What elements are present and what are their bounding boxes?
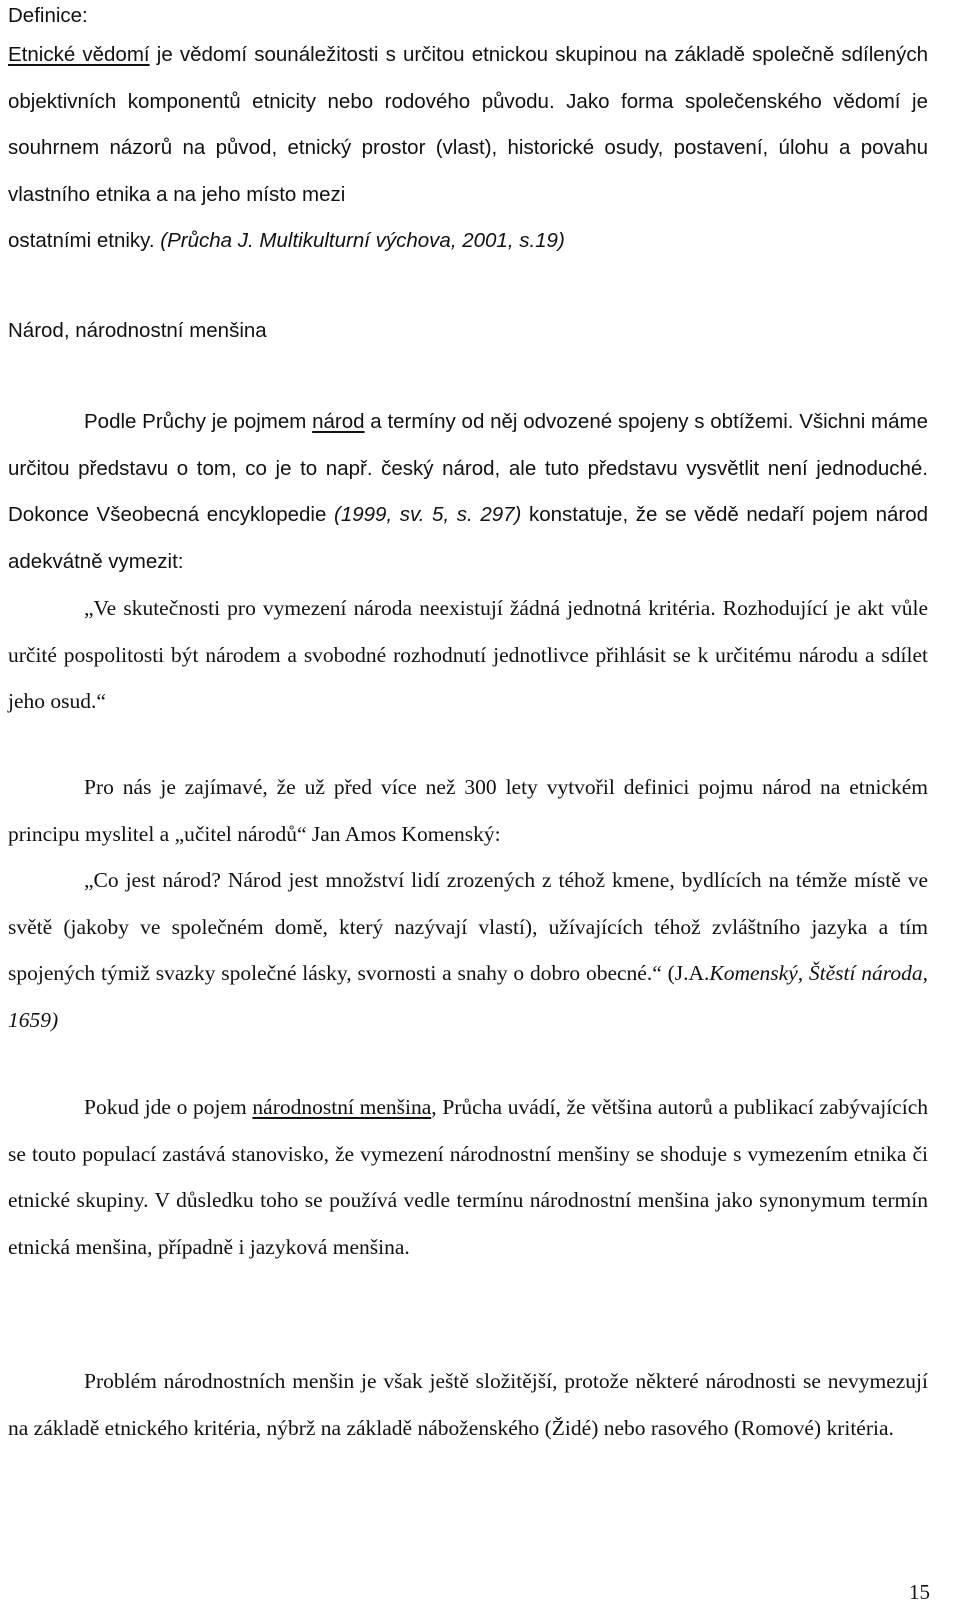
section-heading: Národ, národnostní menšina [8, 319, 267, 342]
minority-text-before: Pokud jde o pojem [84, 1095, 253, 1119]
term-nation: národ [312, 410, 365, 433]
nation-text-after: konstatuje, že se vědě nedaří pojem národ adekvátně vymezit: [8, 503, 928, 573]
komensky-quote: „Co jest národ? Národ jest množství lidí zrozených z téhož kmene, bydlících na témže místě ve světě (jakoby ve společném domě, který nazývají vlastí), užívajících téhož zvláštního jazyka a tím spojených týmiž svazky společné lásky, svornosti a snahy o dobro obecné.“ [8, 868, 928, 985]
ethnic-awareness-text-tail: ostatními etniky. [8, 229, 161, 252]
komensky-citation-plain: (J.A. [667, 961, 710, 985]
term-national-minority: národnostní menšina [252, 1095, 432, 1119]
komensky-paragraph [8, 764, 928, 1043]
nation-text-before: Podle Průchy je pojmem [84, 410, 313, 433]
nation-paragraph [8, 399, 928, 725]
minority-paragraph [8, 1084, 928, 1270]
definition-heading: Definice: [8, 4, 88, 27]
minority-text-after: , Průcha uvádí, že většina autorů a publikací zabývajících se touto populací zastává stanovisko, že vymezení národnostní menšiny se shoduje s vymezením etnika či etnické skupiny. V důsledku toho se používá vedle termínu národnostní menšina jako synonymum termín etnická menšina, případně i jazyková menšina. [8, 1095, 928, 1259]
komensky-citation-italic: Komenský, Štěstí národa, 1659) [8, 961, 929, 1032]
nation-text-mid: a termíny od něj odvozené spojeny s obtížemi. Všichni máme určitou představu o tom, co je to např. český národ, ale tuto představu vysvětlit není jednoduché. Dokonce Všeobecná encyklopedie [8, 410, 928, 526]
term-ethnic-awareness: Etnické vědomí [8, 43, 150, 66]
ethnic-awareness-text: je vědomí sounáležitosti s určitou etnickou skupinou na základě společně sdílených objektivních komponentů etnicity nebo rodového původu. Jako forma společenského vědomí je souhrnem názorů na původ, etnický prostor (vlast), historické osudy, postavení, úlohu a povahu vlastního etnika a na jeho místo mezi [8, 43, 928, 206]
page-number: 15 [909, 1580, 930, 1604]
ethnic-awareness-citation: (Průcha J. Multikulturní výchova, 2001, s.19) [160, 229, 565, 252]
encyclopedia-quote: „Ve skutečnosti pro vymezení národa neexistují žádná jednotná kritéria. Rozhodující je akt vůle určité pospolitosti být národem a svobodné rozhodnutí jednotlivce přihlásit se k určitému národu a sdílet jeho osud.“ [8, 596, 928, 713]
ethnic-awareness-paragraph [8, 32, 928, 265]
komensky-intro: Pro nás je zajímavé, že už před více než 300 lety vytvořil definici pojmu národ na etnickém principu myslitel a „učitel národů“ Jan Amos Komenský: [8, 775, 928, 846]
problem-paragraph: Problém národnostních menšin je však ještě složitější, protože některé národnosti se nevymezují na základě etnického kritéria, nýbrž na základě náboženského (Židé) nebo rasového (Romové) kritéria. [8, 1369, 928, 1440]
encyclopedia-citation: (1999, sv. 5, s. 297) [334, 503, 522, 526]
